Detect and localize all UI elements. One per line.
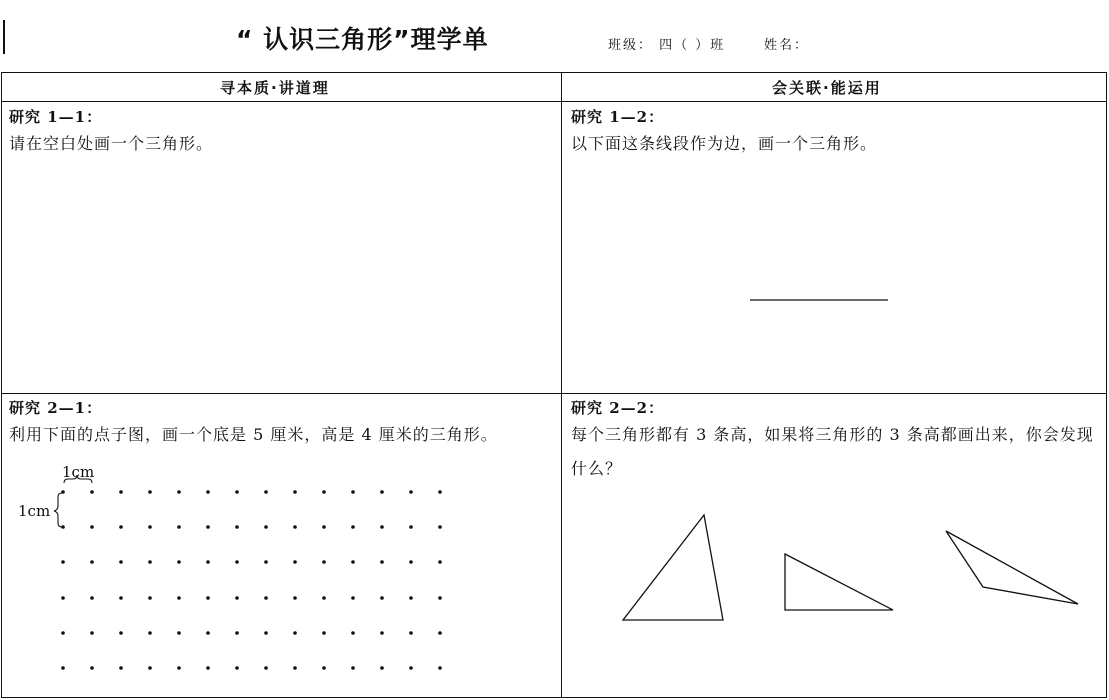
section-2-2-text-line2: 什么？ — [571, 459, 623, 478]
grid-dot — [351, 490, 355, 494]
grid-dot — [264, 525, 268, 529]
grid-dot — [380, 560, 384, 564]
grid-dot — [438, 525, 442, 529]
grid-dot — [177, 596, 181, 600]
grid-dot — [235, 666, 239, 670]
grid-dot — [264, 490, 268, 494]
grid-dot — [351, 596, 355, 600]
grid-dot — [119, 631, 123, 635]
grid-dot — [119, 596, 123, 600]
grid-dot — [235, 490, 239, 494]
grid-dot — [177, 525, 181, 529]
grid-dot — [322, 525, 326, 529]
grid-dot — [61, 525, 65, 529]
grid-dot — [380, 666, 384, 670]
grid-dot — [206, 631, 210, 635]
grid-dot — [293, 525, 297, 529]
grid-dot — [293, 596, 297, 600]
grid-dot — [438, 560, 442, 564]
grid-dot — [148, 631, 152, 635]
page-title: “ 认识三角形”理学单 — [236, 25, 489, 54]
grid-dot — [90, 631, 94, 635]
grid-dot — [409, 525, 413, 529]
grid-dot — [177, 631, 181, 635]
grid-dot — [293, 666, 297, 670]
grid-dot — [409, 596, 413, 600]
column-header-left: 寻本质·讲道理 — [220, 79, 330, 97]
grid-dot — [206, 596, 210, 600]
dot-grid — [61, 490, 442, 670]
grid-dot — [380, 631, 384, 635]
grid-dot — [90, 525, 94, 529]
unit-label-horizontal: 1cm — [62, 463, 95, 481]
acute-triangle — [623, 515, 723, 620]
grid-dot — [177, 560, 181, 564]
grid-dot — [61, 666, 65, 670]
section-2-1-text: 利用下面的点子图，画一个底是 5 厘米，高是 4 厘米的三角形。 — [9, 425, 498, 444]
grid-dot — [235, 631, 239, 635]
grid-dot — [206, 525, 210, 529]
grid-dot — [409, 490, 413, 494]
grid-dot — [148, 560, 152, 564]
grid-dot — [409, 631, 413, 635]
column-header-right: 会关联·能运用 — [772, 79, 882, 97]
grid-dot — [380, 596, 384, 600]
grid-dot — [293, 631, 297, 635]
grid-dot — [264, 666, 268, 670]
grid-dot — [177, 490, 181, 494]
grid-dot — [148, 490, 152, 494]
grid-dot — [148, 596, 152, 600]
grid-dot — [438, 631, 442, 635]
grid-dot — [90, 560, 94, 564]
grid-dot — [119, 666, 123, 670]
grid-dot — [438, 596, 442, 600]
grid-dot — [438, 666, 442, 670]
grid-dot — [351, 525, 355, 529]
obtuse-triangle — [946, 531, 1078, 604]
grid-dot — [61, 490, 65, 494]
grid-dot — [380, 490, 384, 494]
grid-dot — [119, 525, 123, 529]
grid-dot — [148, 666, 152, 670]
grid-dot — [409, 666, 413, 670]
right-triangle — [785, 554, 893, 610]
grid-dot — [90, 596, 94, 600]
section-1-1-title: 研究 1—1： — [9, 108, 103, 126]
grid-dot — [351, 666, 355, 670]
section-1-2-text: 以下面这条线段作为边，画一个三角形。 — [571, 134, 878, 153]
grid-dot — [438, 490, 442, 494]
grid-dot — [61, 631, 65, 635]
section-2-2-title: 研究 2—2： — [571, 399, 665, 417]
vertical-brace — [54, 493, 62, 527]
section-1-2-title: 研究 1—2： — [571, 108, 665, 126]
grid-dot — [264, 596, 268, 600]
grid-dot — [177, 666, 181, 670]
grid-dot — [61, 560, 65, 564]
section-1-1-text: 请在空白处画一个三角形。 — [9, 134, 214, 153]
grid-dot — [351, 631, 355, 635]
grid-dot — [322, 666, 326, 670]
grid-dot — [90, 666, 94, 670]
grid-dot — [293, 490, 297, 494]
grid-dot — [61, 596, 65, 600]
grid-dot — [235, 525, 239, 529]
grid-dot — [322, 631, 326, 635]
grid-dot — [235, 596, 239, 600]
grid-dot — [293, 560, 297, 564]
grid-dot — [148, 525, 152, 529]
grid-dot — [380, 525, 384, 529]
section-2-2-text-line1: 每个三角形都有 3 条高，如果将三角形的 3 条高都画出来，你会发现 — [571, 425, 1094, 444]
grid-dot — [206, 490, 210, 494]
grid-dot — [119, 560, 123, 564]
grid-dot — [351, 560, 355, 564]
grid-dot — [409, 560, 413, 564]
grid-dot — [322, 490, 326, 494]
section-2-1-title: 研究 2—1： — [9, 399, 103, 417]
unit-label-vertical: 1cm — [18, 502, 51, 520]
grid-dot — [264, 560, 268, 564]
name-label: 姓名： — [764, 38, 810, 53]
horizontal-brace — [64, 475, 92, 483]
class-label: 班级： 四（ ）班 — [608, 38, 726, 53]
grid-dot — [90, 490, 94, 494]
grid-dot — [235, 560, 239, 564]
grid-dot — [206, 666, 210, 670]
grid-dot — [119, 490, 123, 494]
grid-dot — [264, 631, 268, 635]
grid-dot — [322, 560, 326, 564]
grid-dot — [206, 560, 210, 564]
grid-dot — [322, 596, 326, 600]
